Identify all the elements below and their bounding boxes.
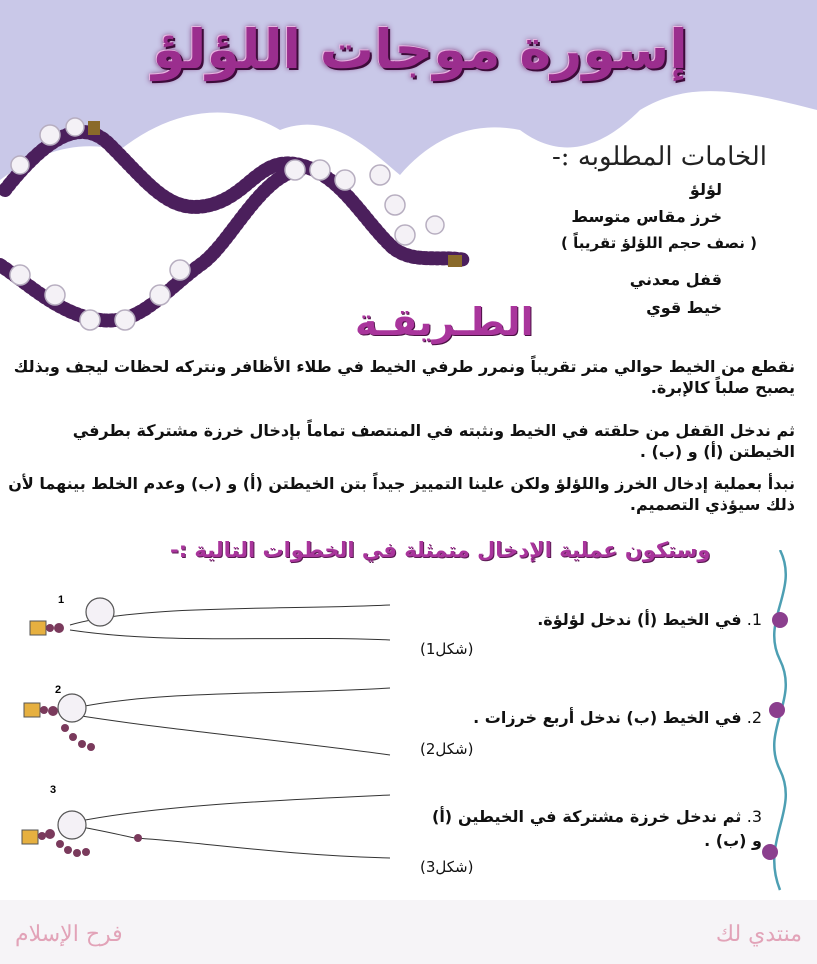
step-2-caption: (شكل2): [420, 740, 474, 758]
figure-1-label: 1: [58, 594, 65, 606]
method-paragraph: ثم ندخل القفل من حلقته في الخيط ونثبته في المنتصف تماماً بإدخال خرزة مشتركة بطرفي الخيطتن (أ) و (ب) .: [72, 421, 795, 461]
step-number: 2.: [746, 708, 762, 727]
page-title: إسورة موجات اللؤلؤ: [152, 18, 688, 81]
materials-heading: الخامات المطلوبه :-: [552, 142, 767, 172]
pearl-icon: [86, 598, 114, 626]
step-text: ثم ندخل خرزة مشتركة في الخيطين (أ) و (ب) .: [432, 807, 762, 850]
step-text: في الخيط (أ) ندخل لؤلؤة.: [537, 610, 742, 629]
material-item: خيط قوي: [646, 298, 722, 317]
footer-watermark-left: فرح الإسلام: [15, 922, 123, 947]
figure-2-label: 2: [55, 684, 62, 696]
step-3-caption: (شكل3): [420, 858, 474, 876]
material-item: قفل معدني: [629, 270, 722, 289]
step-1: [432, 610, 762, 629]
method-paragraph: نبدأ بعملية إدخال الخرز واللؤلؤ ولكن علينا التمييز جيداً بتن الخيطتن (أ) و (ب) وعدم الخلط بينهما لأن ذلك سيؤذي التصميم.: [8, 474, 795, 514]
material-item: ( نصف حجم اللؤلؤ تقريباً ): [561, 234, 757, 252]
step-number: 1.: [746, 610, 762, 629]
figure-3-label: 3: [50, 784, 57, 796]
material-item: لؤلؤ: [689, 180, 722, 199]
step-text: في الخيط (ب) ندخل أربع خرزات .: [473, 708, 742, 727]
clasp-icon: [88, 121, 100, 135]
step-2: [432, 708, 762, 727]
step-number: 3.: [746, 807, 763, 826]
footer-watermark-right: منتدي لك: [715, 922, 802, 947]
step-3: [432, 805, 762, 853]
material-item: خرز مقاس متوسط: [571, 207, 722, 226]
method-paragraph: نقطع من الخيط حوالي متر تقريباً ونمرر طرفي الخيط في طلاء الأظافر ونتركه لحظات ليجف وبذلك يصبح صلباً كالإبرة.: [13, 357, 795, 397]
step-1-caption: (شكل1): [420, 640, 474, 658]
steps-intro: وستكون عملية الإدخال متمثلة في الخطوات التالية :-: [170, 538, 711, 562]
bead-strand-decoration: [755, 550, 810, 900]
method-title: الطـريقـة: [355, 300, 534, 344]
step-figures: [20, 590, 400, 860]
